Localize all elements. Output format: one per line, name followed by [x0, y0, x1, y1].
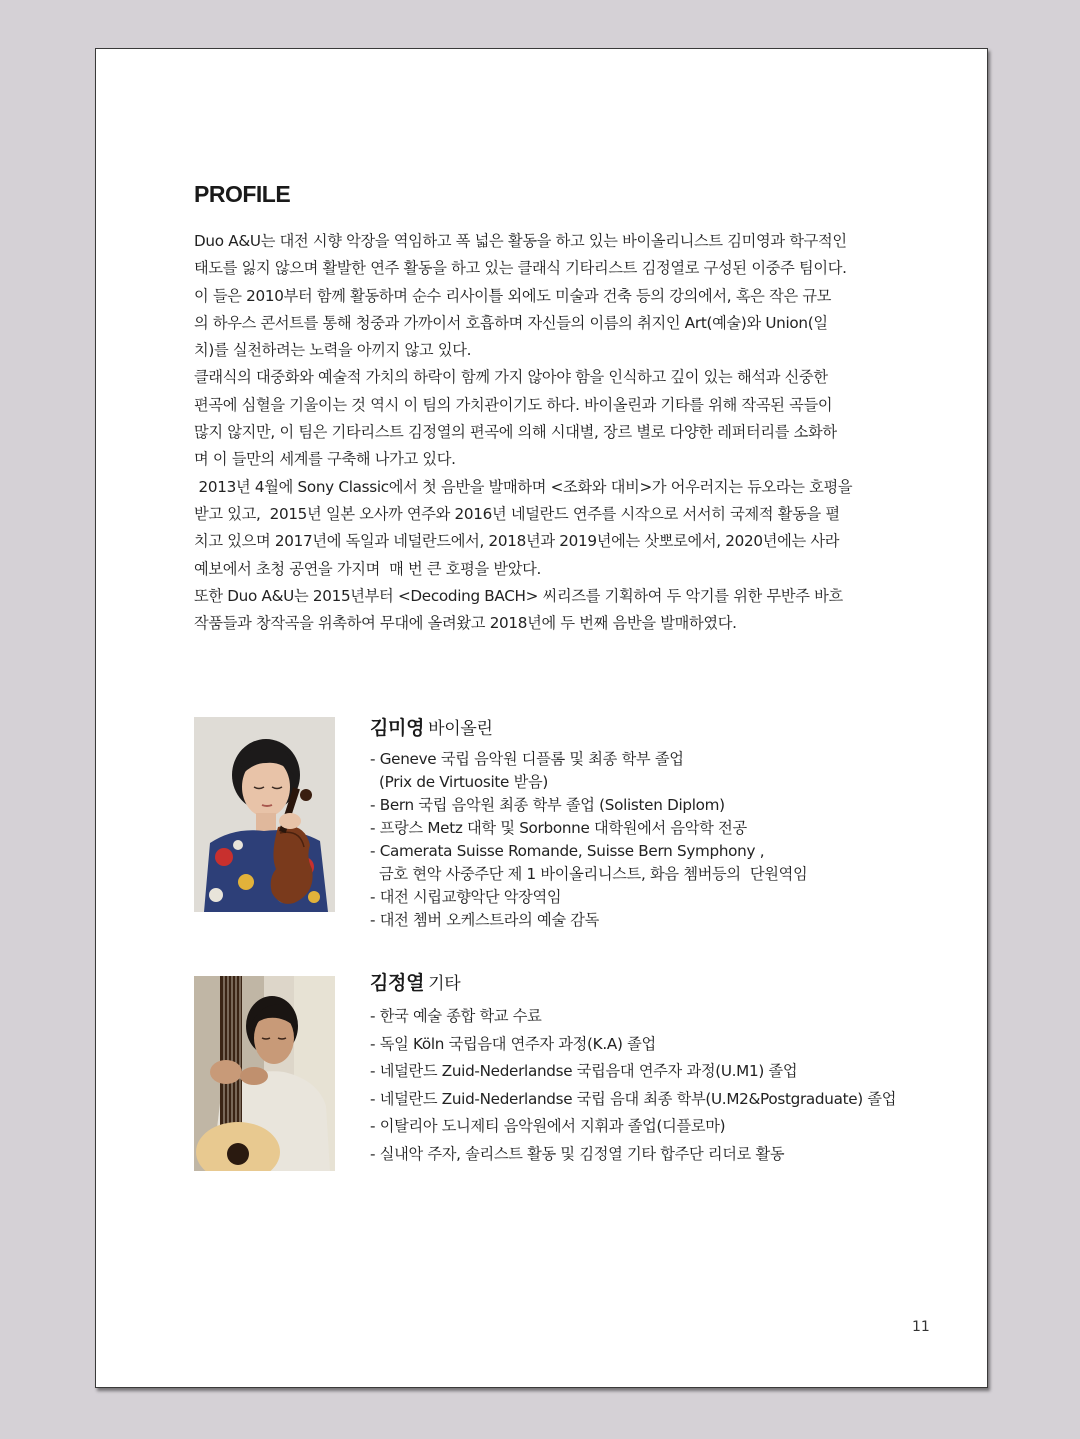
- intro-line: 치고 있으며 2017년에 독일과 네덜란드에서, 2018년과 2019년에는 삿뽀로에서, 2020년에는 사라: [194, 532, 840, 551]
- intro-line: 태도를 잃지 않으며 활발한 연주 활동을 하고 있는 클래식 기타리스트 김정열로 구성된 이중주 팀이다.: [194, 259, 847, 278]
- guitarist-name-line: [370, 968, 970, 995]
- violinist-bio: [370, 713, 970, 932]
- intro-line: 편곡에 심혈을 기울이는 것 역시 이 팀의 가치관이기도 하다. 바이올린과 기타를 위해 작곡된 곡들이: [194, 395, 833, 414]
- intro-line: 받고 있고, 2015년 일본 오사까 연주와 2016년 네덜란드 연주를 시작으로 서서히 국제적 활동을 펼: [194, 504, 840, 523]
- list-item: - 실내악 주자, 솔리스트 활동 및 김정열 기타 합주단 리더로 활동: [370, 1144, 785, 1163]
- list-item: - 대전 쳄버 오케스트라의 예술 감독: [370, 911, 600, 929]
- profile-intro: [194, 228, 914, 637]
- intro-line: 클래식의 대중화와 예술적 가치의 하락이 함께 가지 않아야 함을 인식하고 깊이 있는 해석과 신중한: [194, 368, 828, 387]
- intro-line: 예보에서 초청 공연을 가지며 매 번 큰 호평을 받았다.: [194, 559, 542, 578]
- guitarist-bio: [370, 968, 970, 1168]
- intro-line: 치)를 실천하려는 노력을 아끼지 않고 있다.: [194, 341, 472, 360]
- page-number: 11: [912, 1319, 930, 1335]
- document-page: [95, 48, 988, 1388]
- guitarist-career-list: [370, 1003, 970, 1168]
- violinist-name-line: [370, 713, 970, 740]
- list-item: 금호 현악 사중주단 제 1 바이올리니스트, 화음 쳄버등의 단원역임: [370, 865, 808, 883]
- guitarist-photo: [194, 976, 335, 1171]
- list-item: - 한국 예술 종합 학교 수료: [370, 1007, 542, 1025]
- guitarist-name: 김정열: [370, 972, 425, 994]
- violinist-career-list: [370, 748, 970, 932]
- intro-line: 2013년 4월에 Sony Classic에서 첫 음반을 발매하며 <조화와 대비>가 어우러지는 듀오라는 호평을: [194, 477, 853, 496]
- list-item: - 프랑스 Metz 대학 및 Sorbonne 대학원에서 음악학 전공: [370, 819, 747, 837]
- profile-heading: PROFILE: [194, 181, 291, 207]
- list-item: - 대전 시립교향악단 악장역임: [370, 888, 562, 906]
- list-item: (Prix de Virtuosite 받음): [370, 773, 548, 791]
- list-item: - 이탈리아 도니제티 음악원에서 지휘과 졸업(디플로마): [370, 1117, 726, 1135]
- violinist-photo: [194, 717, 335, 912]
- intro-line: Duo A&U는 대전 시향 악장을 역임하고 폭 넓은 활동을 하고 있는 바이올리니스트 김미영과 학구적인: [194, 232, 847, 250]
- list-item: - Camerata Suisse Romande, Suisse Bern Symphony ,: [370, 842, 765, 860]
- intro-line: 많지 않지만, 이 팀은 기타리스트 김정열의 편곡에 의해 시대별, 장르 별로 다양한 레퍼터리를 소화하: [194, 423, 837, 442]
- violinist-name: 김미영: [370, 717, 425, 739]
- list-item: - 네덜란드 Zuid-Nederlandse 국립음대 연주자 과정(U.M1) 졸업: [370, 1062, 798, 1080]
- list-item: - Geneve 국립 음악원 디플롬 및 최종 학부 졸업: [370, 750, 684, 768]
- intro-line: 며 이 들만의 세계를 구축해 나가고 있다.: [194, 450, 456, 469]
- violinist-role: 바이올린: [428, 719, 493, 739]
- intro-line: 의 하우스 콘서트를 통해 청중과 가까이서 호흡하며 자신들의 이름의 취지인 Art(예술)와 Union(일: [194, 313, 828, 332]
- intro-line: 작품들과 창작곡을 위촉하여 무대에 올려왔고 2018년에 두 번째 음반을 발매하였다.: [194, 614, 737, 633]
- list-item: - Bern 국립 음악원 최종 학부 졸업 (Solisten Diplom): [370, 796, 725, 814]
- intro-line: 또한 Duo A&U는 2015년부터 <Decoding BACH> 씨리즈를 기획하여 두 악기를 위한 무반주 바흐: [194, 586, 843, 605]
- intro-line: 이 들은 2010부터 함께 활동하며 순수 리사이틀 외에도 미술과 건축 등의 강의에서, 혹은 작은 규모: [194, 286, 832, 305]
- guitarist-role: 기타: [428, 974, 461, 994]
- list-item: - 독일 Köln 국립음대 연주자 과정(K.A) 졸업: [370, 1034, 656, 1053]
- list-item: - 네덜란드 Zuid-Nederlandse 국립 음대 최종 학부(U.M2&Postgraduate) 졸업: [370, 1089, 897, 1108]
